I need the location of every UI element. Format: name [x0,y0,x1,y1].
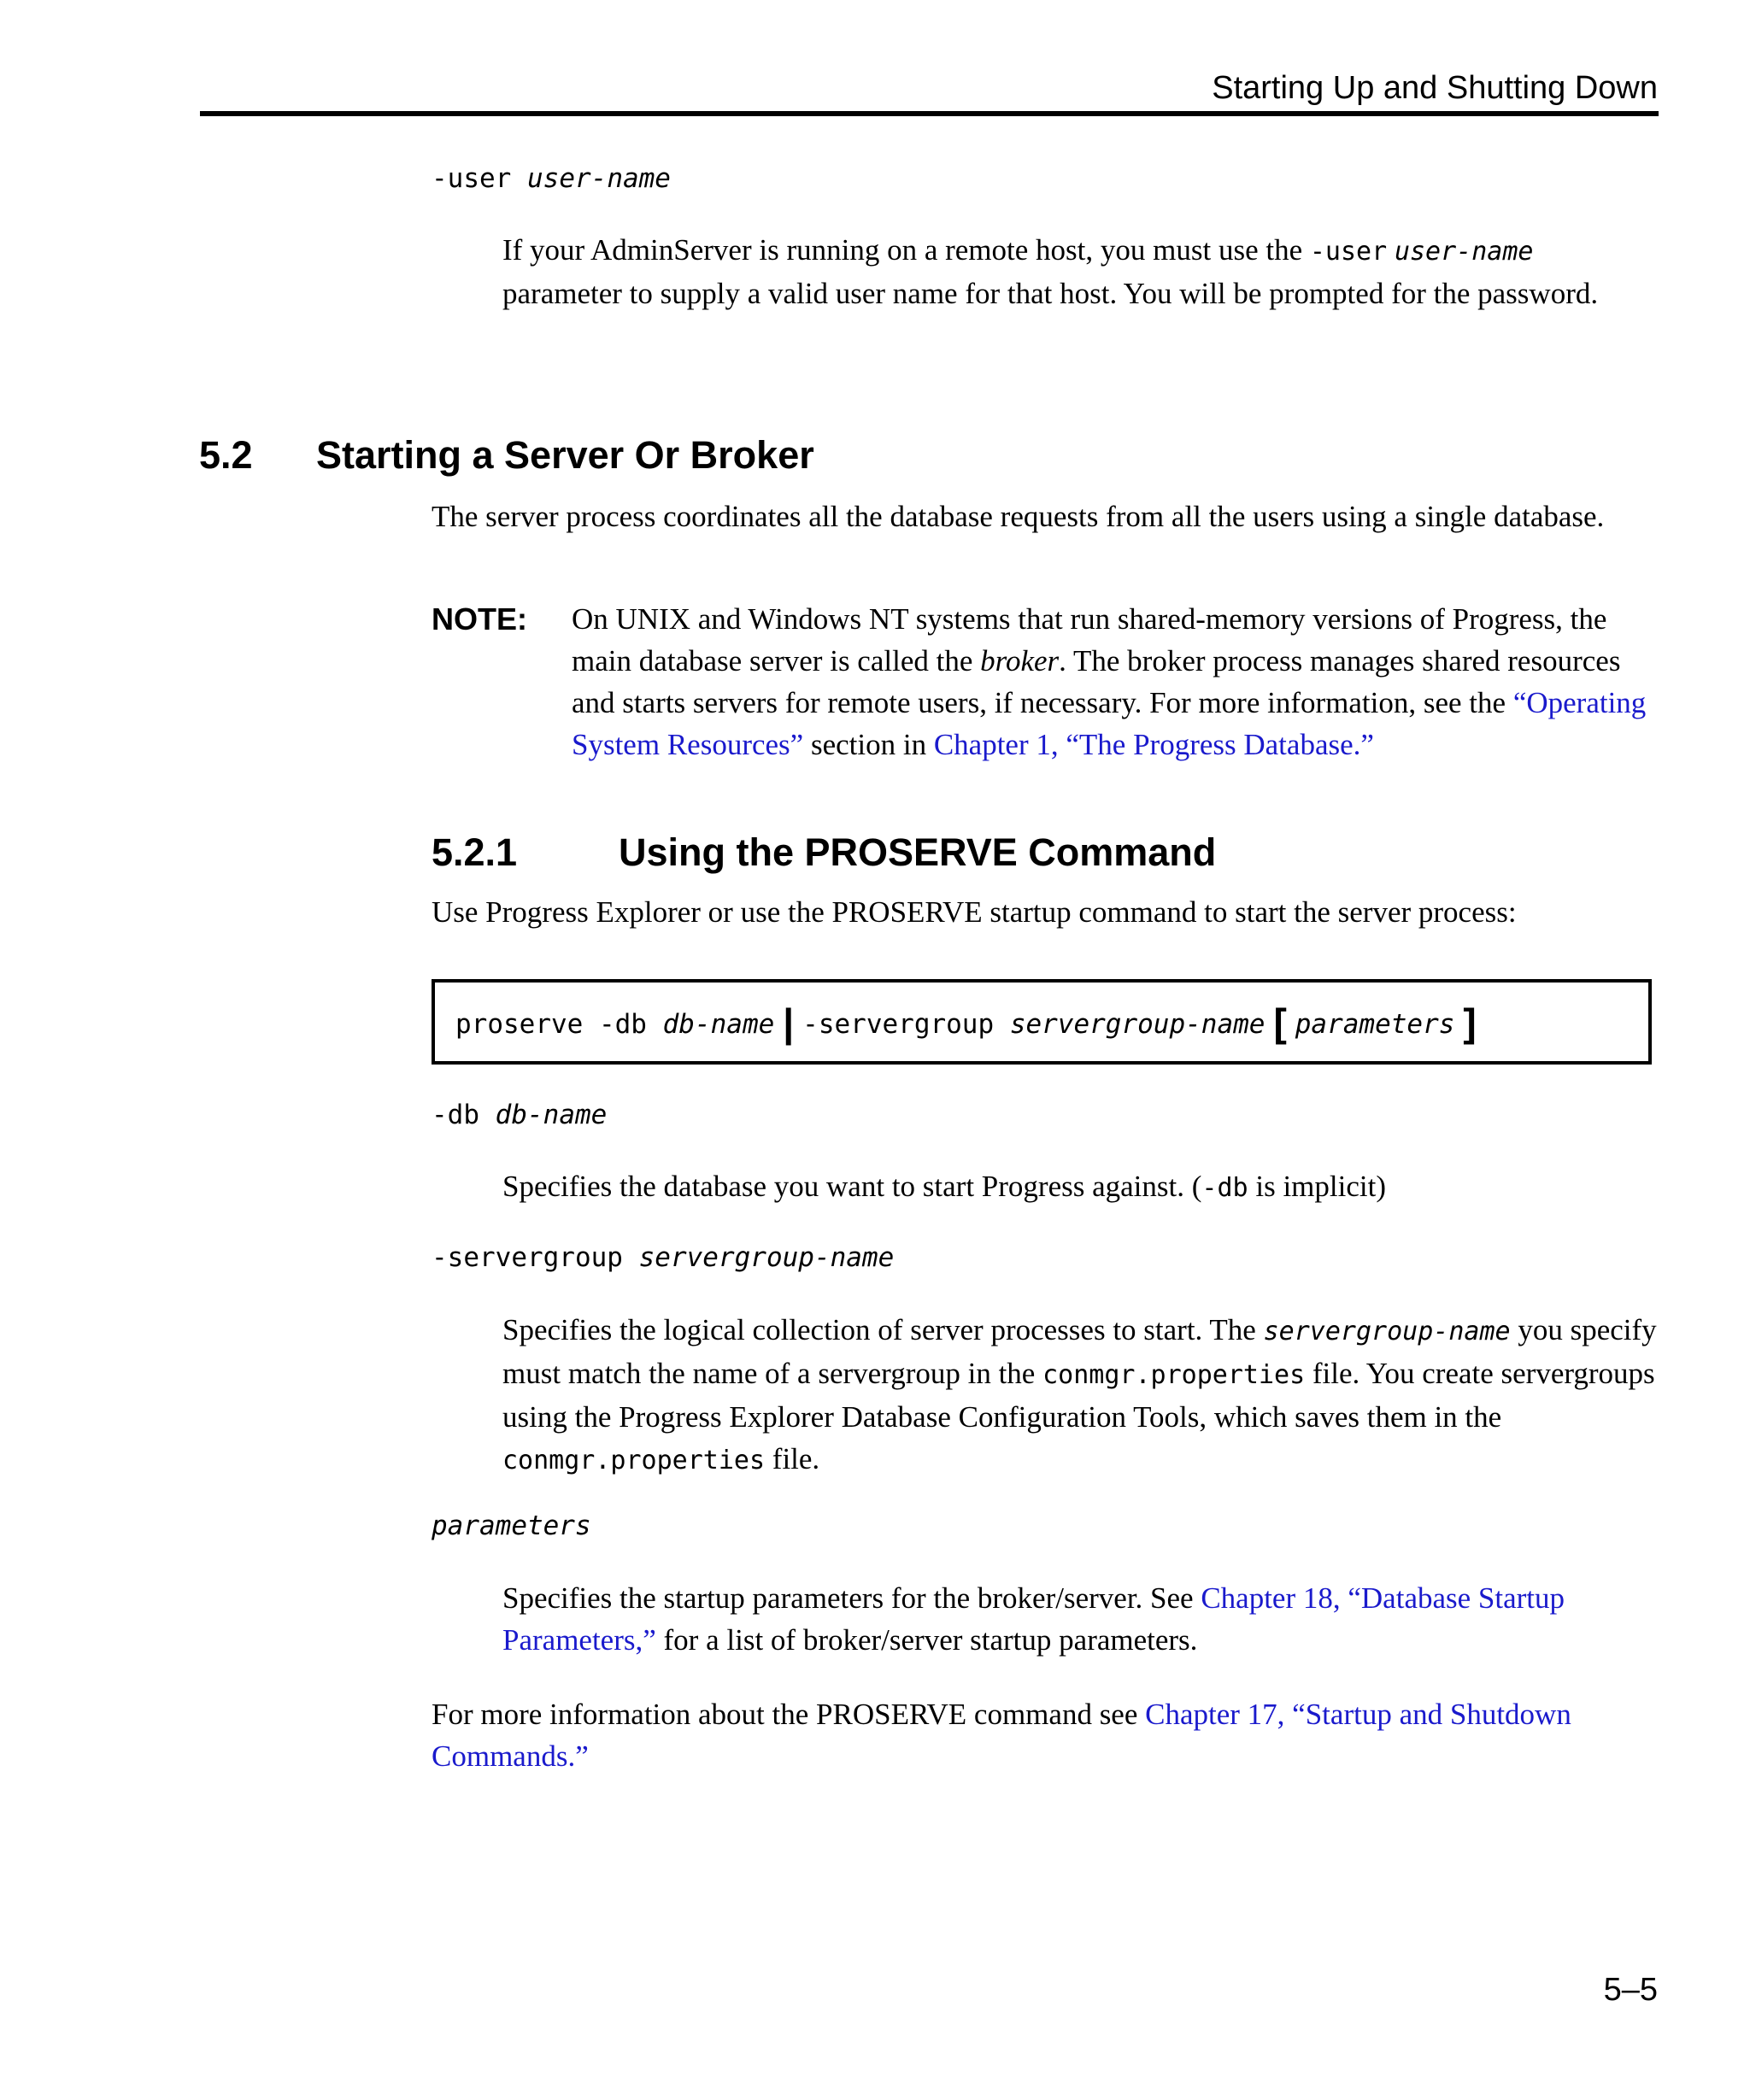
page-number: 5–5 [1603,1972,1658,2008]
db-param-desc: Specifies the database you want to start Progress against. (-db is implicit) [502,1170,1386,1203]
closing-paragraph: For more information about the PROSERVE command see Chapter 17, “Startup and Shutdown Commands.” [432,1698,1571,1773]
parameters-desc: Specifies the startup parameters for the broker/server. See Chapter 18, “Database Startup Parameters,” for a list of broker/server startup parameters. [502,1581,1565,1657]
section-intro: The server process coordinates all the database requests from all the users using a single database. [432,500,1605,533]
user-flag: -user [432,163,512,194]
header-rule [200,111,1659,116]
command-syntax: proserve -db db-name | -servergroup servergroup-name [ parameters ] [455,1000,1477,1045]
running-header: Starting Up and Shutting Down [1212,70,1658,106]
parameters-term: parameters [432,1510,591,1541]
servergroup-param-desc: Specifies the logical collection of server processes to start. The servergroup-name you specify must match the name of a servergroup in the conmgr.properties file. You create servergroups using the Progress Explorer Database Configuration Tools, which saves them in the conmgr.properties file. [502,1313,1657,1475]
servergroup-param-term: -servergroup servergroup-name [432,1242,895,1273]
link-chapter-1[interactable]: Chapter 1, “The Progress Database.” [933,728,1374,761]
note-label: NOTE: [432,601,527,636]
subsection-number: 5.2.1 [432,830,518,874]
subsection-intro: Use Progress Explorer or use the PROSERVE startup command to start the server process: [432,895,1517,929]
db-param-term: -db db-name [432,1100,608,1130]
user-param-desc: If your AdminServer is running on a remote host, you must use the -user user-name parameter to supply a valid user name for that host. You will be prompted for the password. [502,233,1599,310]
section-title: Starting a Server Or Broker [316,433,814,477]
link-operating-system-resources[interactable]: “Operating System Resources” [572,686,1647,761]
command-syntax-box [432,979,1652,1065]
link-chapter-18[interactable]: Chapter 18, “Database Startup Parameters,” [502,1581,1565,1657]
user-arg: user-name [527,163,671,194]
subsection-title: Using the PROSERVE Command [619,830,1217,874]
section-number: 5.2 [199,433,253,477]
note-text: On UNIX and Windows NT systems that run shared-memory versions of Progress, the main database server is called the broker. The broker process manages shared resources and starts servers for remote users, if necessary. For more information, see the “Operating System Resources” section in Chapter 1, “The Progress Database.” [572,602,1647,761]
user-param-term [432,161,671,196]
link-chapter-17[interactable]: Chapter 17, “Startup and Shutdown Commands.” [432,1698,1571,1773]
